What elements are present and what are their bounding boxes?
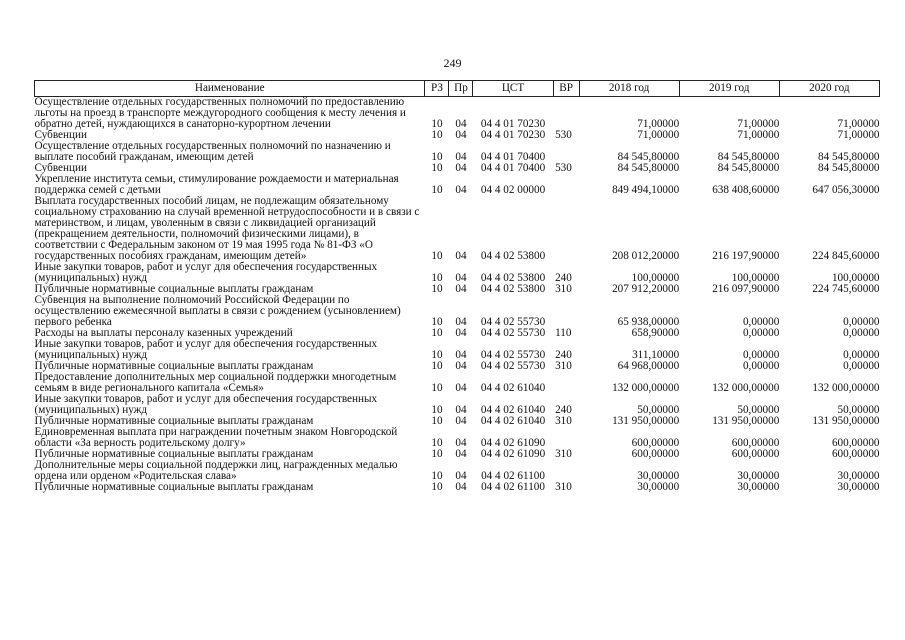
cell-rz: 10 <box>431 349 443 361</box>
cell-name: Публичные нормативные социальные выплаты гражданам <box>34 481 314 493</box>
cell-vr: 240 <box>555 272 572 284</box>
cell-vr: 310 <box>555 283 572 295</box>
cell-cst: 04 4 02 00000 <box>480 184 546 196</box>
cell-y2018: 849 494,10000 <box>612 184 680 196</box>
cell-y2019: 638 408,60000 <box>712 184 780 196</box>
cell-rz: 10 <box>431 250 443 262</box>
cell-rz: 10 <box>431 162 443 174</box>
cell-pr: 04 <box>455 250 467 262</box>
cell-cst: 04 4 02 61100 <box>481 470 545 482</box>
table-row <box>35 262 880 284</box>
cell-cst: 04 4 02 61100 <box>481 481 545 493</box>
cell-rz: 10 <box>431 437 443 449</box>
cell-y2020: 224 745,60000 <box>812 283 880 295</box>
cell-pr: 04 <box>455 151 467 163</box>
cell-cst: 04 4 02 61040 <box>480 415 546 427</box>
cell-y2019: 0,00000 <box>742 316 780 328</box>
cell-y2020: 100,00000 <box>831 272 880 284</box>
table-row <box>35 97 880 131</box>
cell-y2018: 100,00000 <box>631 272 680 284</box>
table-row <box>35 196 880 262</box>
cell-vr: 310 <box>555 448 572 460</box>
cell-pr: 04 <box>455 327 467 339</box>
cell-rz: 10 <box>431 129 443 141</box>
cell-cst: 04 4 02 53800 <box>480 250 546 262</box>
cell-pr: 04 <box>455 184 467 196</box>
cell-name: Субвенция на выполнение полномочий Российской Федерации по осуществлению ежемесячной выплаты в связи с рождением (усыновлением) первого ребенка <box>34 294 401 328</box>
cell-y2019: 600,00000 <box>731 437 780 449</box>
cell-y2018: 50,00000 <box>637 404 680 416</box>
cell-name: Иные закупки товаров, работ и услуг для обеспечения государственных (муниципальных) нужд <box>34 261 378 284</box>
header-rz: РЗ <box>425 81 449 97</box>
cell-y2018: 64 968,00000 <box>617 360 680 372</box>
cell-pr: 04 <box>455 360 467 372</box>
cell-vr: 530 <box>555 129 572 141</box>
cell-y2019: 84 545,80000 <box>717 162 780 174</box>
cell-vr <box>553 97 579 131</box>
cell-y2020: 0,00000 <box>843 349 880 361</box>
cell-y2020: 71,00000 <box>837 118 880 130</box>
cell-y2018: 30,00000 <box>637 481 680 493</box>
table-row <box>35 174 880 196</box>
cell-pr: 04 <box>455 415 467 427</box>
cell-rz: 10 <box>431 360 443 372</box>
cell-y2018: 600,00000 <box>631 437 680 449</box>
cell-name: Субвенции <box>34 162 87 174</box>
cell-name: Укрепление института семьи, стимулирование рождаемости и материальная поддержка семей с детьми <box>34 173 399 196</box>
cell-vr: 110 <box>555 327 572 339</box>
header-2020: 2020 год <box>779 81 879 97</box>
cell-y2019: 216 097,90000 <box>712 283 780 295</box>
cell-rz: 10 <box>431 118 443 130</box>
cell-y2019: 0,00000 <box>742 327 780 339</box>
cell-vr: 240 <box>555 404 572 416</box>
cell-rz: 10 <box>431 272 443 284</box>
cell-y2019: 71,00000 <box>737 129 780 141</box>
cell-y2019: 600,00000 <box>731 448 780 460</box>
cell-pr: 04 <box>455 118 467 130</box>
cell-rz: 10 <box>431 184 443 196</box>
cell-cst: 04 4 02 53800 <box>480 272 546 284</box>
cell-cst: 04 4 01 70230 <box>480 118 546 130</box>
cell-cst: 04 4 01 70230 <box>480 129 546 141</box>
cell-name: Публичные нормативные социальные выплаты гражданам <box>34 283 314 295</box>
cell-vr <box>553 141 579 163</box>
cell-name: Осуществление отдельных государственных полномочий по назначению и выплате пособий гражданам, имеющим детей <box>34 140 391 163</box>
cell-rz: 10 <box>431 415 443 427</box>
cell-cst: 04 4 01 70400 <box>480 151 546 163</box>
cell-y2019: 71,00000 <box>737 118 780 130</box>
cell-y2018: 311,10000 <box>632 349 680 361</box>
cell-name: Субвенции <box>34 129 87 141</box>
cell-pr: 04 <box>455 437 467 449</box>
header-pr: Пр <box>449 81 473 97</box>
cell-y2020: 30,00000 <box>837 470 880 482</box>
cell-pr: 04 <box>455 283 467 295</box>
cell-pr: 04 <box>455 382 467 394</box>
cell-y2020: 0,00000 <box>843 316 880 328</box>
cell-y2019: 84 545,80000 <box>717 151 780 163</box>
cell-vr <box>553 295 579 328</box>
cell-y2020: 224 845,60000 <box>812 250 880 262</box>
table-row <box>35 394 880 416</box>
cell-y2018: 208 012,20000 <box>612 250 680 262</box>
cell-y2020: 84 545,80000 <box>817 151 880 163</box>
cell-cst: 04 4 02 55730 <box>480 349 546 361</box>
table-row <box>35 372 880 394</box>
cell-pr: 04 <box>455 316 467 328</box>
cell-y2019: 0,00000 <box>742 360 780 372</box>
table-row <box>35 427 880 449</box>
cell-pr: 04 <box>455 349 467 361</box>
cell-y2018: 71,00000 <box>637 118 680 130</box>
cell-y2020: 84 545,80000 <box>817 162 880 174</box>
cell-cst: 04 4 02 61040 <box>480 382 546 394</box>
header-2019: 2019 год <box>679 81 779 97</box>
cell-y2020: 0,00000 <box>843 327 880 339</box>
cell-y2020: 0,00000 <box>843 360 880 372</box>
cell-name: Иные закупки товаров, работ и услуг для обеспечения государственных (муниципальных) нужд <box>34 338 378 361</box>
cell-name: Осуществление отдельных государственных полномочий по предоставлению льготы на проезд в транспорте междугородного сообщения к месту лечения и обратно детей, нуждающихся в санаторно-курортном лечении <box>34 96 406 130</box>
table-row <box>35 141 880 163</box>
table-row <box>35 460 880 482</box>
cell-vr: 240 <box>555 349 572 361</box>
cell-y2019: 30,00000 <box>737 481 780 493</box>
table-row <box>35 339 880 361</box>
cell-y2019: 30,00000 <box>737 470 780 482</box>
cell-pr: 04 <box>455 162 467 174</box>
cell-name: Публичные нормативные социальные выплаты гражданам <box>34 415 314 427</box>
cell-y2018: 65 938,00000 <box>617 316 680 328</box>
cell-rz: 10 <box>431 382 443 394</box>
cell-cst: 04 4 02 55730 <box>480 327 546 339</box>
cell-y2018: 658,90000 <box>631 327 680 339</box>
cell-y2020: 600,00000 <box>831 448 880 460</box>
cell-y2018: 131 950,00000 <box>612 415 680 427</box>
cell-y2019: 131 950,00000 <box>712 415 780 427</box>
cell-y2018: 84 545,80000 <box>617 162 680 174</box>
cell-rz: 10 <box>431 448 443 460</box>
cell-pr: 04 <box>455 481 467 493</box>
cell-cst: 04 4 02 61040 <box>480 404 546 416</box>
header-vr: ВР <box>553 81 579 97</box>
cell-vr: 310 <box>555 415 572 427</box>
cell-y2020: 30,00000 <box>837 481 880 493</box>
cell-y2020: 131 950,00000 <box>812 415 880 427</box>
cell-cst: 04 4 02 61090 <box>480 448 546 460</box>
cell-vr <box>553 427 579 449</box>
cell-name: Иные закупки товаров, работ и услуг для обеспечения государственных (муниципальных) нужд <box>34 393 378 416</box>
cell-vr: 530 <box>555 162 572 174</box>
cell-y2020: 600,00000 <box>831 437 880 449</box>
cell-name: Публичные нормативные социальные выплаты гражданам <box>34 448 314 460</box>
cell-y2018: 600,00000 <box>631 448 680 460</box>
cell-y2020: 647 056,30000 <box>812 184 880 196</box>
cell-name: Расходы на выплаты персоналу казенных учреждений <box>34 327 293 339</box>
table-body <box>35 97 880 494</box>
cell-pr: 04 <box>455 470 467 482</box>
cell-y2018: 71,00000 <box>637 129 680 141</box>
cell-rz: 10 <box>431 470 443 482</box>
cell-y2019: 0,00000 <box>742 349 780 361</box>
header-cst: ЦСТ <box>473 81 553 97</box>
cell-y2019: 216 197,90000 <box>712 250 780 262</box>
cell-cst: 04 4 02 53800 <box>480 283 546 295</box>
cell-vr <box>553 174 579 196</box>
cell-name: Дополнительные меры социальной поддержки лиц, награжденных медалью ордена или орденом «Родительская слава» <box>34 459 398 482</box>
cell-pr: 04 <box>455 129 467 141</box>
cell-y2018: 132 000,00000 <box>612 382 680 394</box>
cell-pr: 04 <box>455 404 467 416</box>
cell-cst: 04 4 02 55730 <box>480 360 546 372</box>
cell-y2018: 84 545,80000 <box>617 151 680 163</box>
cell-y2020: 71,00000 <box>837 129 880 141</box>
header-2018: 2018 год <box>579 81 679 97</box>
cell-y2020: 132 000,00000 <box>812 382 880 394</box>
table-header <box>35 81 880 97</box>
cell-pr: 04 <box>455 272 467 284</box>
cell-name: Публичные нормативные социальные выплаты гражданам <box>34 360 314 372</box>
cell-vr <box>553 460 579 482</box>
cell-rz: 10 <box>431 151 443 163</box>
cell-vr <box>553 372 579 394</box>
cell-cst: 04 4 02 55730 <box>480 316 546 328</box>
cell-rz: 10 <box>431 316 443 328</box>
cell-cst: 04 4 01 70400 <box>480 162 546 174</box>
cell-vr: 310 <box>555 481 572 493</box>
cell-y2018: 207 912,20000 <box>612 283 680 295</box>
cell-rz: 10 <box>431 283 443 295</box>
budget-table <box>34 80 880 493</box>
cell-rz: 10 <box>431 481 443 493</box>
cell-rz: 10 <box>431 327 443 339</box>
cell-name: Предоставление дополнительных мер социальной поддержки многодетным семьям в виде регионального капитала «Семья» <box>34 371 397 394</box>
cell-pr: 04 <box>455 448 467 460</box>
cell-name: Единовременная выплата при награждении почетным знаком Новгородской области «За верность родительскому долгу» <box>34 426 398 449</box>
cell-name: Выплата государственных пособий лицам, не подлежащим обязательному социальному страхованию на случай временной нетрудоспособности и в связи с материнством, и лицам, уволенным в связи с ликвидацией организаций (прекращением деятельности, полномочий физическими лицами), в соответствии с Федеральным законом от 19 мая 1995 года № 81-ФЗ «О государственных пособиях гражданам, имеющим детей» <box>34 195 420 262</box>
cell-rz: 10 <box>431 404 443 416</box>
cell-y2019: 132 000,00000 <box>712 382 780 394</box>
table-row <box>35 482 880 493</box>
cell-y2018: 30,00000 <box>637 470 680 482</box>
header-name: Наименование <box>35 81 425 97</box>
cell-vr: 310 <box>555 360 572 372</box>
cell-cst: 04 4 02 61090 <box>480 437 546 449</box>
page-number: 249 <box>443 56 462 70</box>
cell-y2019: 100,00000 <box>731 272 780 284</box>
cell-y2020: 50,00000 <box>837 404 880 416</box>
cell-y2019: 50,00000 <box>737 404 780 416</box>
table-row <box>35 295 880 328</box>
cell-vr <box>553 196 579 262</box>
